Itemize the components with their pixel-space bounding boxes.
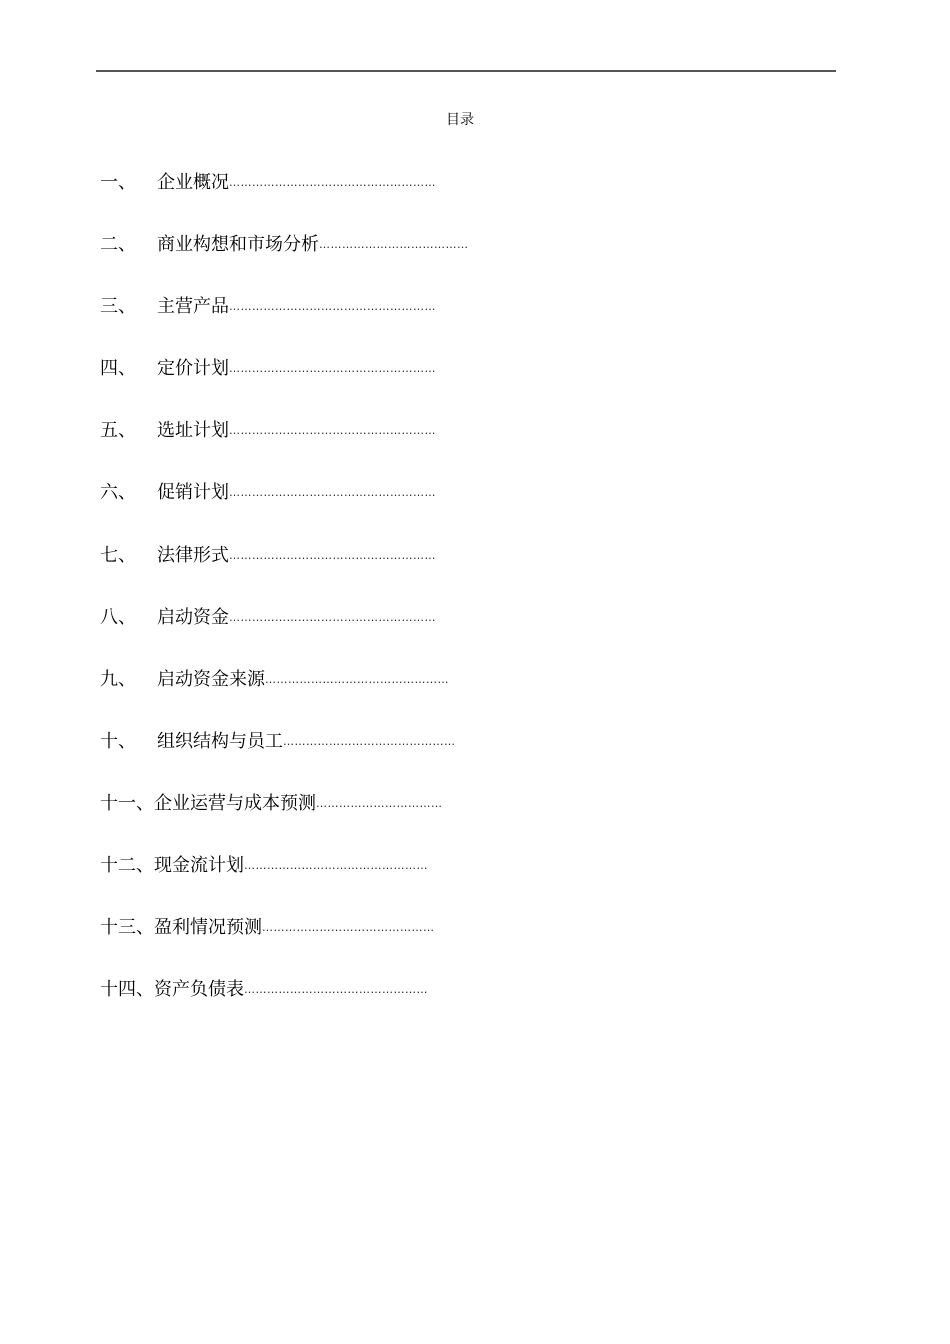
toc-item-label: 促销计划 xyxy=(157,482,229,504)
toc-leader-dots: ………………………………………… xyxy=(244,859,428,873)
toc-item-label: 选址计划 xyxy=(157,420,229,442)
toc-leader-dots: ……………………………………………… xyxy=(229,548,436,562)
toc-leader-dots: ……………………………………………… xyxy=(229,362,436,376)
toc-item-number: 九、 xyxy=(100,668,136,690)
toc-leader-dots: ………………………………………… xyxy=(244,983,428,997)
toc-item[interactable] xyxy=(100,480,469,542)
toc-leader-dots: ………………………………… xyxy=(319,238,469,252)
toc-item-label: 组织结构与员工 xyxy=(157,730,283,752)
toc-item[interactable] xyxy=(100,418,469,480)
toc-leader-dots: ……………………………………………… xyxy=(229,300,436,314)
toc-item-label: 启动资金 xyxy=(157,606,229,628)
toc-item-label: 企业概况 xyxy=(157,172,229,193)
toc-item-number: 十三、 xyxy=(100,917,154,939)
toc-item[interactable] xyxy=(100,977,469,1039)
toc-leader-dots: ……………………………………………… xyxy=(229,486,436,500)
toc-item[interactable] xyxy=(100,667,469,729)
toc-leader-dots: ……………………………………… xyxy=(283,734,456,748)
toc-item-label: 商业构想和市场分析 xyxy=(157,234,319,256)
toc-item-label: 启动资金来源 xyxy=(157,668,265,690)
toc-item[interactable] xyxy=(100,294,469,356)
toc-item-number: 六、 xyxy=(100,482,136,504)
toc-leader-dots: ……………………………………………… xyxy=(229,424,436,438)
toc-list xyxy=(100,170,469,1039)
toc-item-number: 三、 xyxy=(100,296,136,318)
toc-leader-dots: ……………………………………… xyxy=(262,921,435,935)
toc-item[interactable] xyxy=(100,543,469,605)
toc-item-number: 二、 xyxy=(100,234,136,256)
toc-item-label: 定价计划 xyxy=(157,358,229,380)
toc-item[interactable] xyxy=(100,232,469,294)
toc-item[interactable] xyxy=(100,170,469,232)
toc-item[interactable] xyxy=(100,915,469,977)
toc-item-number: 七、 xyxy=(100,544,136,566)
toc-item-label: 主营产品 xyxy=(157,296,229,318)
toc-item[interactable] xyxy=(100,356,469,418)
toc-item-number: 十、 xyxy=(100,730,136,752)
toc-leader-dots: ……………………………………………… xyxy=(229,610,436,624)
toc-item-label: 企业运营与成本预测 xyxy=(154,792,316,814)
toc-item[interactable] xyxy=(100,853,469,915)
toc-item[interactable] xyxy=(100,791,469,853)
toc-item[interactable] xyxy=(100,605,469,667)
toc-item-label: 现金流计划 xyxy=(154,855,244,877)
toc-item-number: 四、 xyxy=(100,358,136,380)
header-rule xyxy=(96,70,836,72)
toc-item[interactable] xyxy=(100,729,469,791)
toc-item-number: 五、 xyxy=(100,420,136,442)
toc-item-label: 法律形式 xyxy=(157,544,229,566)
toc-leader-dots: ………………………………………… xyxy=(265,672,449,686)
toc-item-number: 一、 xyxy=(100,172,136,193)
toc-item-number: 十二、 xyxy=(100,855,154,877)
toc-item-number: 八、 xyxy=(100,606,136,628)
toc-leader-dots: ……………………………………………… xyxy=(229,176,436,189)
toc-item-number: 十一、 xyxy=(100,792,154,814)
toc-item-number: 十四、 xyxy=(100,979,154,1001)
toc-leader-dots: …………………………… xyxy=(316,796,443,810)
toc-item-label: 资产负债表 xyxy=(154,979,244,1001)
toc-item-label: 盈利情况预测 xyxy=(154,917,262,939)
toc-title: 目录 xyxy=(446,112,474,128)
